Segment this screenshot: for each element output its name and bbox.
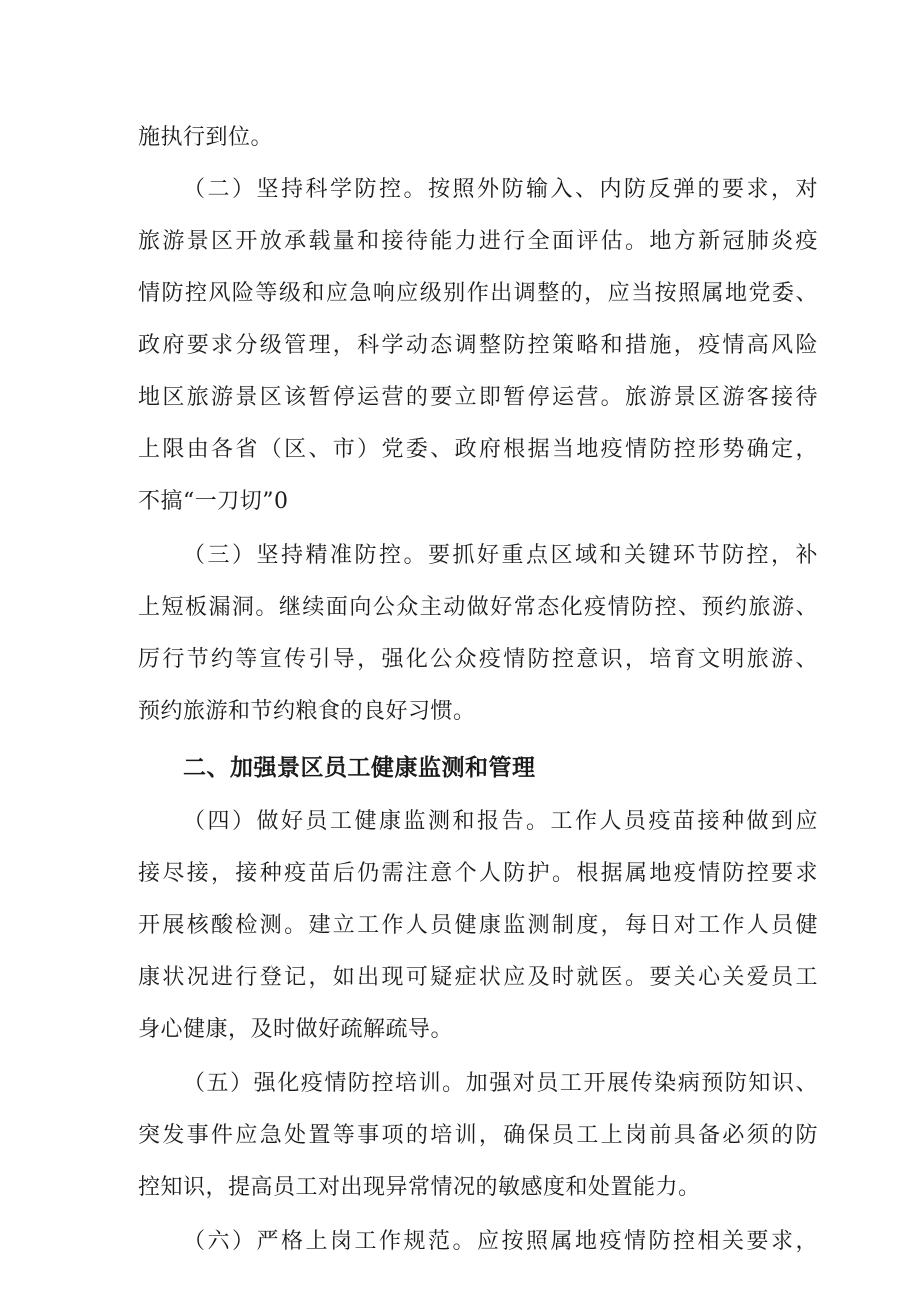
paragraph-line: 情防控风险等级和应急响应级别作出调整的，应当按照属地党委、 xyxy=(138,281,818,306)
paragraph-line: 上短板漏洞。继续面向公众主动做好常态化疫情防控、预约旅游、 xyxy=(138,595,818,620)
paragraph-line: 康状况进行登记，如出现可疑症状应及时就医。要关心关爱员工 xyxy=(138,965,818,990)
paragraph-line: 政府要求分级管理，科学动态调整防控策略和措施，疫情高风险 xyxy=(138,333,818,358)
section-heading: 二、加强景区员工健康监测和管理 xyxy=(183,755,536,781)
paragraph-line: 不搞“一刀切”0 xyxy=(138,489,289,514)
paragraph-line: 地区旅游景区该暂停运营的要立即暂停运营。旅游景区游客接待 xyxy=(138,385,818,410)
paragraph-line: 上限由各省（区、市）党委、政府根据当地疫情防控形势确定， xyxy=(138,437,818,462)
paragraph-line: 接尽接，接种疫苗后仍需注意个人防护。根据属地疫情防控要求 xyxy=(138,861,818,886)
paragraph-line: 开展核酸检测。建立工作人员健康监测制度，每日对工作人员健 xyxy=(138,913,818,938)
paragraph-line: （二）坚持科学防控。按照外防输入、内防反弹的要求，对 xyxy=(183,177,818,202)
paragraph-line: 旅游景区开放承载量和接待能力进行全面评估。地方新冠肺炎疫 xyxy=(138,229,818,254)
paragraph-line: 控知识，提高员工对出现异常情况的敏感度和处置能力。 xyxy=(138,1175,701,1200)
paragraph-line: 施执行到位。 xyxy=(138,125,274,150)
paragraph-line: 预约旅游和节约粮食的良好习惯。 xyxy=(138,699,476,724)
paragraph-line: （六）严格上岗工作规范。应按照属地疫情防控相关要求， xyxy=(183,1229,818,1254)
paragraph-line: （五）强化疫情防控培训。加强对员工开展传染病预防知识、 xyxy=(183,1071,818,1096)
paragraph-line: 厉行节约等宣传引导，强化公众疫情防控意识，培育文明旅游、 xyxy=(138,647,818,672)
paragraph-line: 身心健康，及时做好疏解疏导。 xyxy=(138,1017,454,1042)
paragraph-line: （三）坚持精准防控。要抓好重点区域和关键环节防控，补 xyxy=(183,543,818,568)
paragraph-line: 突发事件应急处置等事项的培训，确保员工上岗前具备必须的防 xyxy=(138,1123,818,1148)
paragraph-line: （四）做好员工健康监测和报告。工作人员疫苗接种做到应 xyxy=(183,809,818,834)
